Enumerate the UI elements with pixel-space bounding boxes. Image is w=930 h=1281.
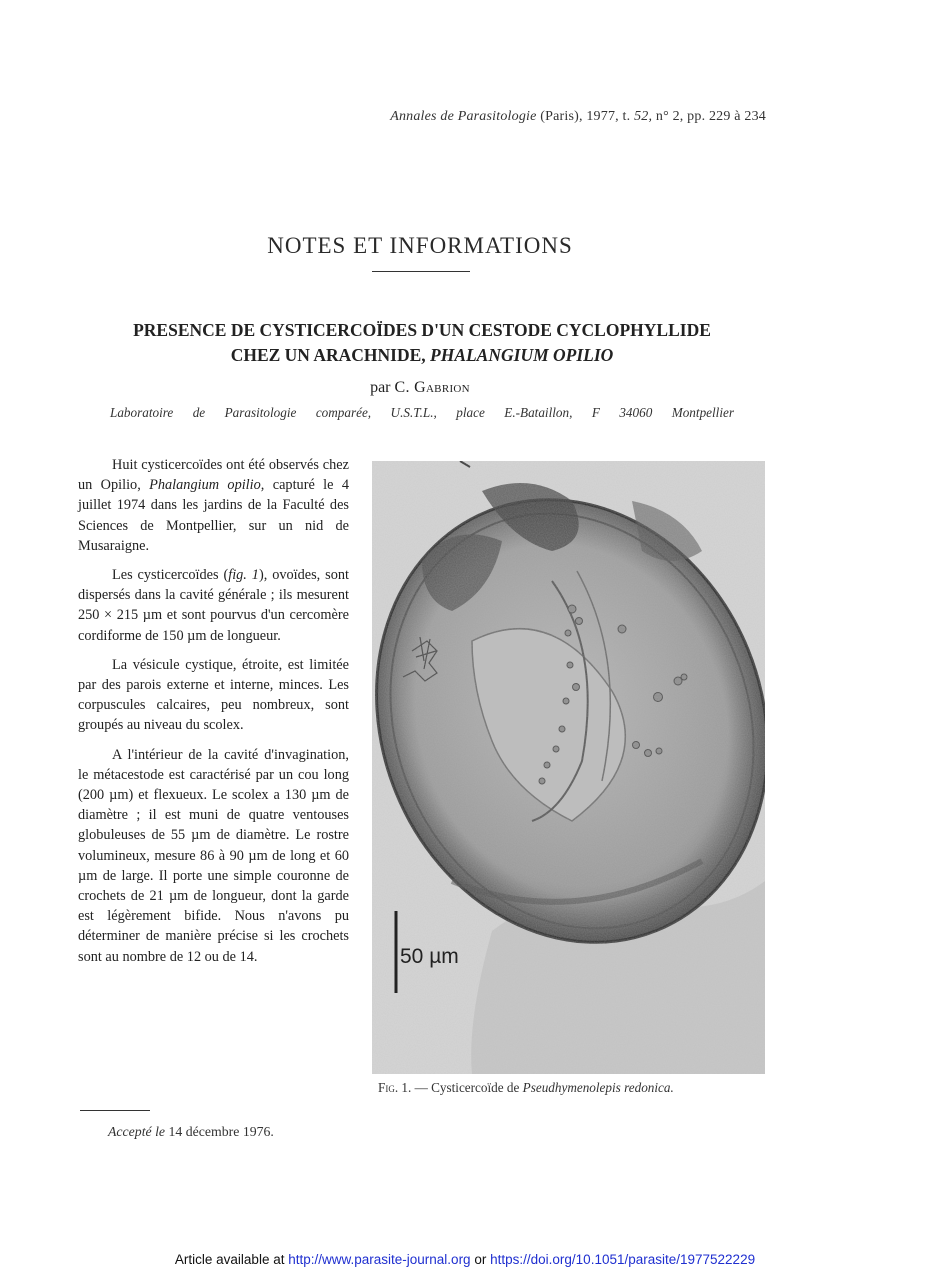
scale-bar-label: 50 µm xyxy=(400,945,459,968)
paragraph-4: A l'intérieur de la cavité d'invagination, le métacestode est caractérisé par un cou long (200 µm) et flexueux. Le scolex a 130 µm de diamètre ; il est muni de quatre ventouses globuleuses de 55 µm de diamètre. Le rostre volumineux, mesure 86 à 90 µm de long et 60 µm de large. Il porte une simple couronne de crochets de 21 µm de longueur, dont la garde est légèrement bifide. Nous n'avons pu déterminer de manière précise si les crochets sont au nombre de 12 ou de 14. xyxy=(78,746,349,965)
paragraph-2: Les cysticercoïdes (fig. 1), ovoïdes, sont dispersés dans la cavité générale ; ils mesurent 250 × 215 µm et sont pourvus d'un cercomère cordiforme de 150 µm de longueur. xyxy=(78,567,350,644)
author-name: C. Gabrion xyxy=(394,379,470,396)
author-affiliation: Laboratoire de Parasitologie comparée, U.S.T.L., place E.-Bataillon, F 34060 Montpellier xyxy=(110,405,734,420)
caption-species: Pseudhymenolepis redonica. xyxy=(522,1080,674,1095)
author-line xyxy=(0,379,840,397)
section-divider xyxy=(372,271,470,272)
article-title-prefix: CHEZ UN ARACHNIDE, xyxy=(230,345,426,365)
species-name: Phalangium opilio, xyxy=(149,477,265,494)
availability-prefix: Article available at xyxy=(174,1252,285,1267)
doi-link[interactable]: https://doi.org/10.1051/parasite/1977522229 xyxy=(490,1252,756,1267)
journal-place: (Paris), 1977, t. xyxy=(540,109,631,124)
figure-caption xyxy=(378,1080,674,1096)
article-availability xyxy=(0,1252,930,1267)
figure-label: Fig. 1. xyxy=(378,1080,412,1095)
journal-issue-pages: n° 2, pp. 229 à 234 xyxy=(655,109,766,124)
journal-name: Annales de Parasitologie xyxy=(390,109,537,124)
figure-reference: fig. 1 xyxy=(228,567,259,584)
article-title-line-1: PRESENCE DE CYSTICERCOÏDES D'UN CESTODE CYCLOPHYLLIDE xyxy=(133,320,711,340)
micrograph-figure xyxy=(372,461,765,1074)
accepted-date: 14 décembre 1976. xyxy=(168,1124,274,1139)
accepted-label: Accepté le xyxy=(108,1124,166,1139)
availability-or: or xyxy=(474,1252,487,1267)
article-title-species: PHALANGIUM OPILIO xyxy=(430,345,614,365)
paragraph-3: La vésicule cystique, étroite, est limitée par des parois externe et interne, minces. Les corpuscules calcaires, peu nombreux, sont groupés au niveau du scolex. xyxy=(78,656,349,734)
acceptance-note xyxy=(108,1124,274,1140)
footnote-divider xyxy=(80,1110,150,1111)
body-text xyxy=(78,455,349,976)
article-title-line-2 xyxy=(0,345,844,366)
journal-header xyxy=(390,109,766,125)
cysticercoid-micrograph xyxy=(372,461,765,1074)
caption-text: — Cysticercoïde de xyxy=(414,1080,520,1095)
journal-volume: 52, xyxy=(634,109,653,124)
journal-link[interactable]: http://www.parasite-journal.org xyxy=(288,1252,471,1267)
paragraph-1: Huit cysticercoïdes ont été observés chez un Opilio, Phalangium opilio, capturé le 4 juillet 1974 dans les jardins de la Faculté des Sciences de Montpellier, sur un nid de Musaraigne. xyxy=(78,457,350,554)
micrograph-grain xyxy=(372,461,765,1074)
section-title: NOTES ET INFORMATIONS xyxy=(267,233,573,258)
author-prefix: par xyxy=(370,379,391,396)
